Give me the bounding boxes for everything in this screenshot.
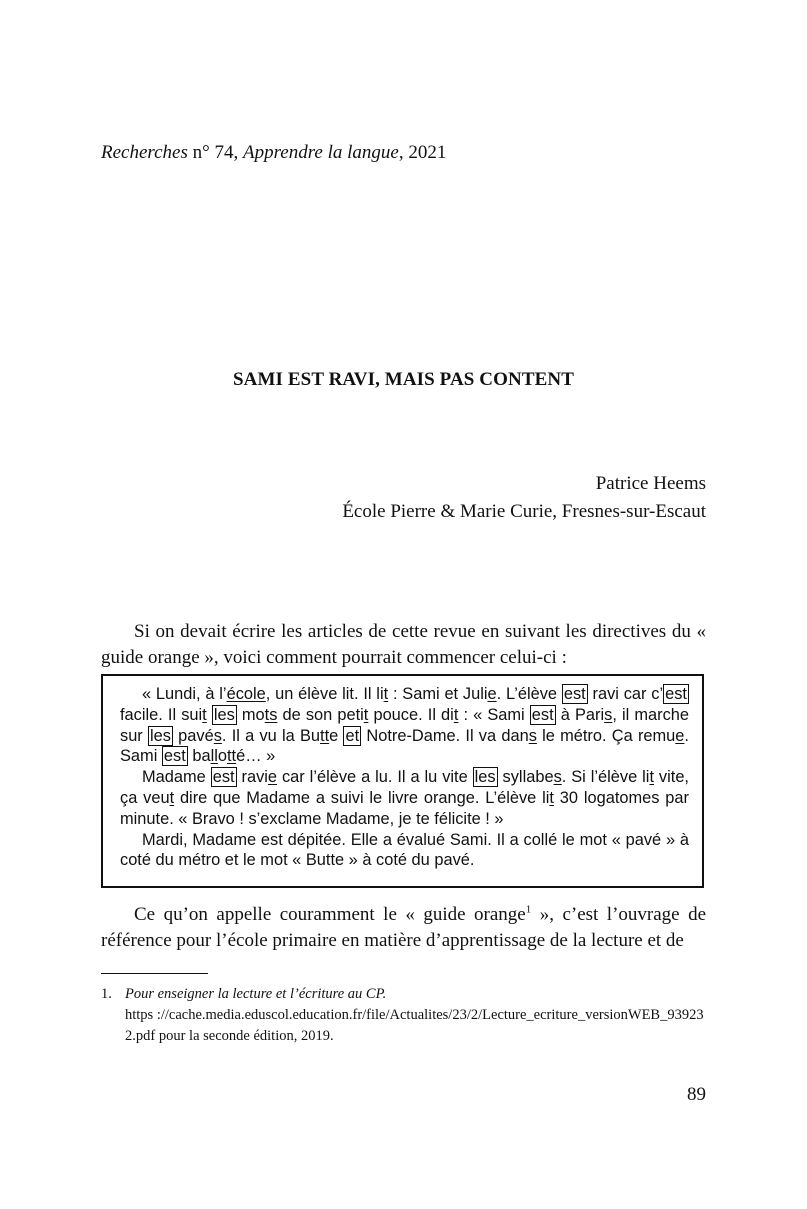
boxed-word: est [563, 685, 586, 703]
footnote-title: Pour enseigner la lecture et l’écriture au CP. [125, 986, 387, 1002]
page-number: 89 [687, 1084, 706, 1105]
box-paragraph-1: « Lundi, à l’école, un élève lit. Il lit : Sami et Julie. L’élève est ravi car c’ est facile. Il suit les mots de son petit pouce. Il dit : « Sami est à Paris, il marche sur les pavés. Il a vu la Butte et Notre-Dame. Il va dans le métro. Ça remue. Sami est ballotté… » [120, 685, 690, 766]
footnote-ref[interactable]: 1 [525, 903, 532, 916]
footnote-number: 1. [101, 986, 112, 1002]
running-header [101, 142, 446, 164]
journal-name: Recherches [101, 142, 188, 163]
boxed-word: est [212, 768, 235, 787]
footnote-divider [101, 973, 208, 974]
boxed-word: les [474, 768, 496, 787]
boxed-word: est [163, 747, 186, 766]
author-block [342, 470, 706, 526]
author-affiliation: École Pierre & Marie Curie, Fresnes-sur-Escaut [342, 501, 706, 522]
boxed-word: est [665, 685, 687, 703]
footnote-suffix: pour la seconde édition, 2019. [155, 1028, 334, 1044]
intro-paragraph [101, 619, 706, 671]
boxed-word: les [213, 705, 235, 724]
boxed-word: et [345, 726, 360, 745]
intro-text: Si on devait écrire les articles de cette revue en suivant les directives du « guide orange », voici comment pourrait commencer celui-ci : [101, 621, 706, 668]
footnote [101, 984, 706, 1047]
body-paragraph: Ce qu’on appelle couramment le « guide orange$^1$ », c’est l’ouvrage de référence pour l’école primaire en matière d’apprentissage de la lecture et de [101, 903, 706, 951]
boxed-word: les [150, 726, 171, 745]
footnote-body [125, 984, 706, 1047]
boxed-word: est [531, 705, 554, 724]
example-text-box [101, 674, 704, 888]
article-title: SAMI EST RAVI, MAIS PAS CONTENT [233, 369, 574, 390]
box-paragraph-2: Madame est ravie car l’élève a lu. Il a lu vite les syllabes. Si l’élève lit vite, ça veut dire que Madame a suivi le livre orange. L’élève lit 30 logatomes par minute. « Bravo ! s’exclame Madame, je te félicite ! » [120, 768, 689, 828]
issue-number: n° 74, [187, 142, 243, 163]
box-paragraph-3: Mardi, Madame est dépitée. Elle a évalué Sami. Il a collé le mot « pavé » à coté du métro et le mot « Butte » à coté du pavé. [120, 830, 689, 870]
author-name: Patrice Heems [595, 473, 706, 494]
year: , 2021 [398, 142, 447, 163]
issue-theme: Apprendre la langue [242, 142, 399, 163]
footnote-url[interactable]: https ://cache.media.eduscol.education.fr/file/Actualites/23/2/Lecture_ecriture_versionWEB_939232.pdf [125, 1007, 704, 1044]
